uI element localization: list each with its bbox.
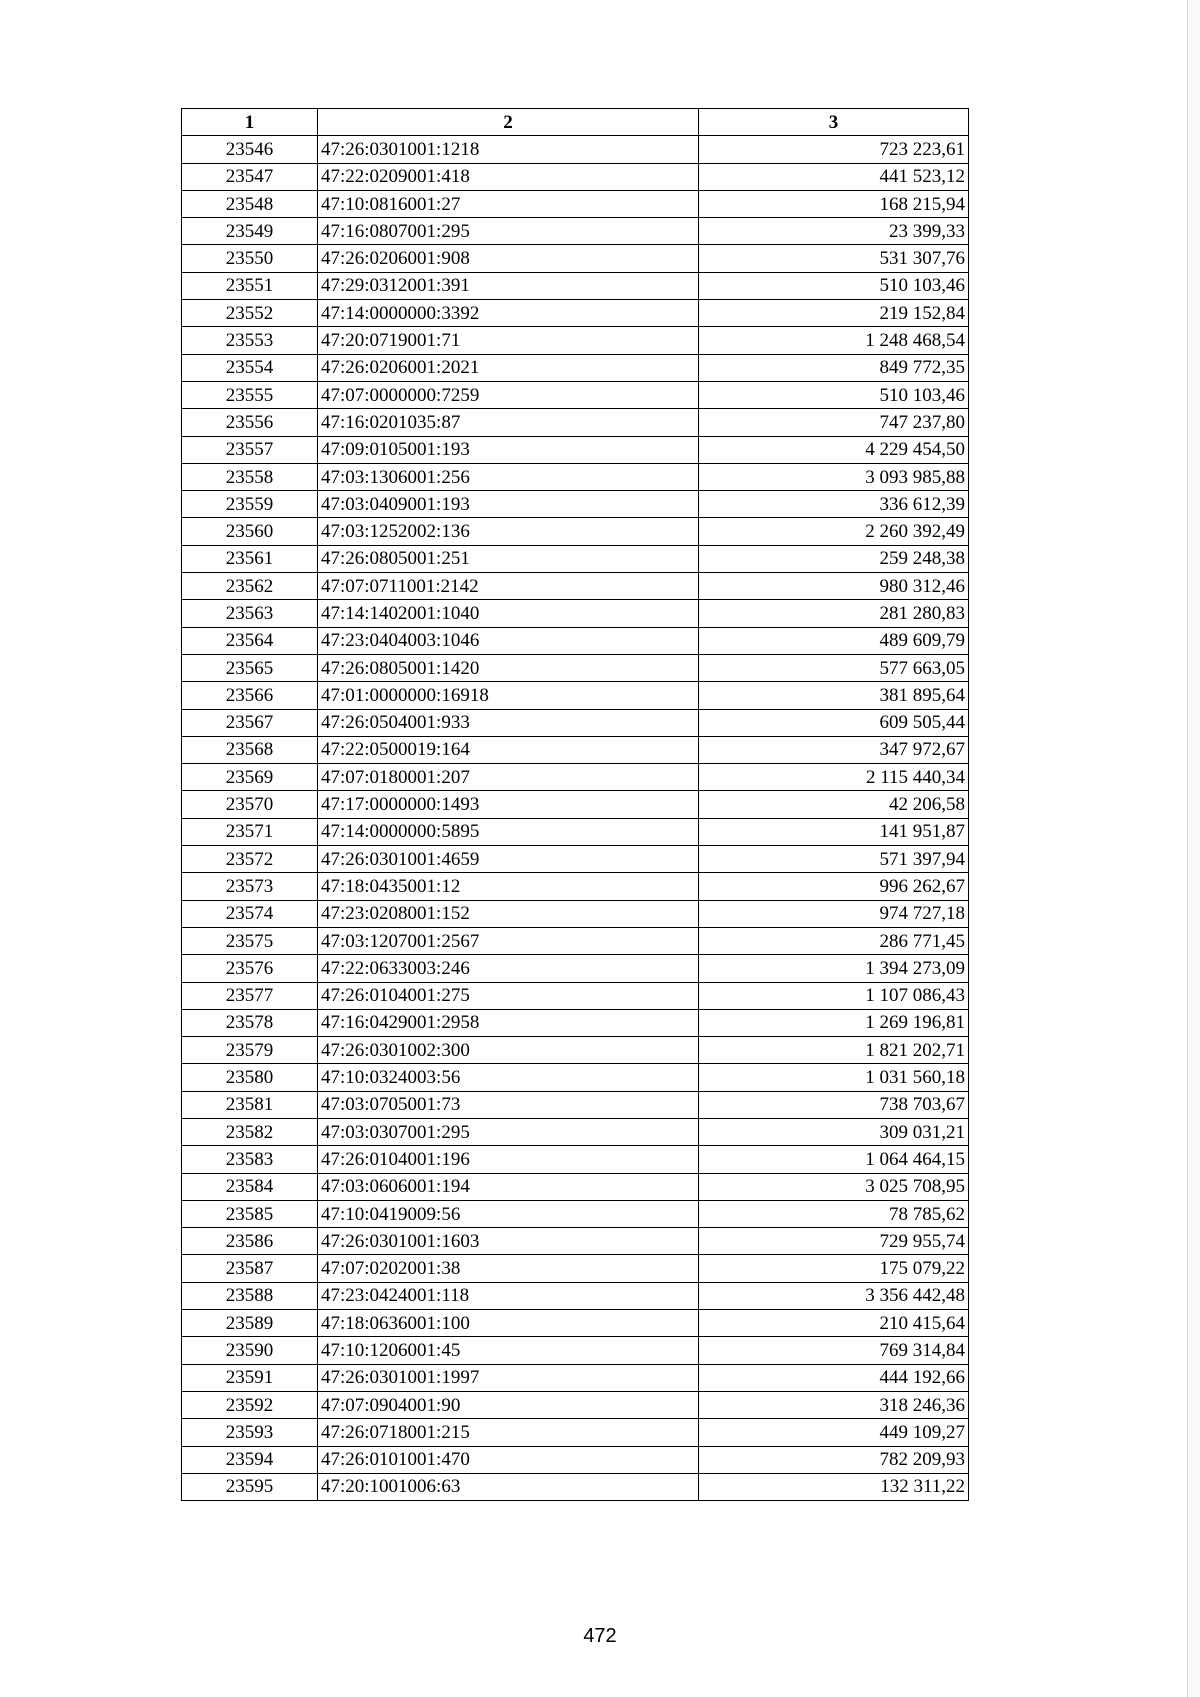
value-amount-cell: 769 314,84 — [699, 1337, 969, 1364]
table-row — [182, 1091, 969, 1118]
row-number-cell: 23555 — [182, 381, 318, 408]
row-number-cell: 23557 — [182, 436, 318, 463]
value-amount-cell: 132 311,22 — [699, 1473, 969, 1500]
value-amount-cell: 168 215,94 — [699, 190, 969, 217]
row-number-cell: 23566 — [182, 682, 318, 709]
value-amount-cell: 281 280,83 — [699, 600, 969, 627]
table-row — [182, 600, 969, 627]
cadastral-number-cell: 47:03:0705001:73 — [318, 1091, 699, 1118]
table-row — [182, 163, 969, 190]
cadastral-number-cell: 47:09:0105001:193 — [318, 436, 699, 463]
row-number-cell: 23547 — [182, 163, 318, 190]
value-amount-cell: 510 103,46 — [699, 381, 969, 408]
page-number: 472 — [583, 1625, 617, 1647]
row-number-cell: 23583 — [182, 1146, 318, 1173]
cadastral-number-cell: 47:18:0636001:100 — [318, 1310, 699, 1337]
column-header-2: 2 — [318, 109, 699, 136]
row-number-cell: 23578 — [182, 1009, 318, 1036]
cadastral-number-cell: 47:20:0719001:71 — [318, 327, 699, 354]
value-amount-cell: 141 951,87 — [699, 818, 969, 845]
cadastral-number-cell: 47:03:1306001:256 — [318, 463, 699, 490]
value-amount-cell: 974 727,18 — [699, 900, 969, 927]
cadastral-number-cell: 47:26:0301001:1218 — [318, 136, 699, 163]
value-amount-cell: 1 821 202,71 — [699, 1037, 969, 1064]
table-row — [182, 627, 969, 654]
table-row — [182, 463, 969, 490]
value-amount-cell: 441 523,12 — [699, 163, 969, 190]
value-amount-cell: 3 093 985,88 — [699, 463, 969, 490]
cadastral-number-cell: 47:26:0301002:300 — [318, 1037, 699, 1064]
page-right-edge — [1187, 0, 1200, 1697]
value-amount-cell: 2 115 440,34 — [699, 764, 969, 791]
value-amount-cell: 286 771,45 — [699, 927, 969, 954]
row-number-cell: 23587 — [182, 1255, 318, 1282]
cadastral-number-cell: 47:14:1402001:1040 — [318, 600, 699, 627]
table-row — [182, 518, 969, 545]
value-amount-cell: 219 152,84 — [699, 300, 969, 327]
row-number-cell: 23568 — [182, 736, 318, 763]
row-number-cell: 23570 — [182, 791, 318, 818]
value-amount-cell: 175 079,22 — [699, 1255, 969, 1282]
value-amount-cell: 849 772,35 — [699, 354, 969, 381]
value-amount-cell: 259 248,38 — [699, 545, 969, 572]
cadastral-number-cell: 47:07:0904001:90 — [318, 1391, 699, 1418]
table-row — [182, 1446, 969, 1473]
value-amount-cell: 2 260 392,49 — [699, 518, 969, 545]
table-row — [182, 245, 969, 272]
table-row — [182, 1146, 969, 1173]
value-amount-cell: 318 246,36 — [699, 1391, 969, 1418]
cadastral-number-cell: 47:07:0202001:38 — [318, 1255, 699, 1282]
row-number-cell: 23575 — [182, 927, 318, 954]
row-number-cell: 23563 — [182, 600, 318, 627]
row-number-cell: 23548 — [182, 190, 318, 217]
value-amount-cell: 42 206,58 — [699, 791, 969, 818]
cadastral-number-cell: 47:03:0409001:193 — [318, 491, 699, 518]
row-number-cell: 23553 — [182, 327, 318, 354]
cadastral-number-cell: 47:10:1206001:45 — [318, 1337, 699, 1364]
value-amount-cell: 381 895,64 — [699, 682, 969, 709]
cadastral-number-cell: 47:22:0500019:164 — [318, 736, 699, 763]
table-row — [182, 136, 969, 163]
value-amount-cell: 782 209,93 — [699, 1446, 969, 1473]
table-row — [182, 190, 969, 217]
table-row — [182, 709, 969, 736]
cadastral-number-cell: 47:26:0301001:1997 — [318, 1364, 699, 1391]
table-row — [182, 1118, 969, 1145]
value-amount-cell: 3 356 442,48 — [699, 1282, 969, 1309]
cadastral-number-cell: 47:26:0101001:470 — [318, 1446, 699, 1473]
table-row — [182, 1310, 969, 1337]
cadastral-number-cell: 47:17:0000000:1493 — [318, 791, 699, 818]
cadastral-number-cell: 47:26:0206001:908 — [318, 245, 699, 272]
row-number-cell: 23549 — [182, 218, 318, 245]
value-amount-cell: 336 612,39 — [699, 491, 969, 518]
cadastral-number-cell: 47:07:0711001:2142 — [318, 573, 699, 600]
table-row — [182, 654, 969, 681]
cadastral-number-cell: 47:18:0435001:12 — [318, 873, 699, 900]
value-amount-cell: 444 192,66 — [699, 1364, 969, 1391]
cadastral-number-cell: 47:23:0208001:152 — [318, 900, 699, 927]
table-row — [182, 436, 969, 463]
table-row — [182, 545, 969, 572]
table-row — [182, 1064, 969, 1091]
table-row — [182, 982, 969, 1009]
value-amount-cell: 747 237,80 — [699, 409, 969, 436]
cadastral-number-cell: 47:01:0000000:16918 — [318, 682, 699, 709]
value-amount-cell: 449 109,27 — [699, 1419, 969, 1446]
cadastral-number-cell: 47:29:0312001:391 — [318, 272, 699, 299]
cadastral-number-cell: 47:16:0429001:2958 — [318, 1009, 699, 1036]
cadastral-number-cell: 47:26:0104001:196 — [318, 1146, 699, 1173]
table-row — [182, 736, 969, 763]
row-number-cell: 23574 — [182, 900, 318, 927]
table-row — [182, 272, 969, 299]
cadastral-number-cell: 47:22:0209001:418 — [318, 163, 699, 190]
row-number-cell: 23556 — [182, 409, 318, 436]
table-row — [182, 818, 969, 845]
value-amount-cell: 609 505,44 — [699, 709, 969, 736]
row-number-cell: 23561 — [182, 545, 318, 572]
table-row — [182, 791, 969, 818]
row-number-cell: 23592 — [182, 1391, 318, 1418]
cadastral-number-cell: 47:23:0424001:118 — [318, 1282, 699, 1309]
cadastral-number-cell: 47:23:0404003:1046 — [318, 627, 699, 654]
value-amount-cell: 3 025 708,95 — [699, 1173, 969, 1200]
row-number-cell: 23550 — [182, 245, 318, 272]
value-amount-cell: 1 248 468,54 — [699, 327, 969, 354]
value-amount-cell: 1 107 086,43 — [699, 982, 969, 1009]
row-number-cell: 23576 — [182, 955, 318, 982]
row-number-cell: 23572 — [182, 846, 318, 873]
table-row — [182, 218, 969, 245]
row-number-cell: 23595 — [182, 1473, 318, 1500]
column-header-3: 3 — [699, 109, 969, 136]
table-row — [182, 491, 969, 518]
value-amount-cell: 1 031 560,18 — [699, 1064, 969, 1091]
value-amount-cell: 210 415,64 — [699, 1310, 969, 1337]
row-number-cell: 23546 — [182, 136, 318, 163]
value-amount-cell: 1 064 464,15 — [699, 1146, 969, 1173]
value-amount-cell: 577 663,05 — [699, 654, 969, 681]
table-row — [182, 1364, 969, 1391]
cadastral-number-cell: 47:10:0419009:56 — [318, 1200, 699, 1227]
row-number-cell: 23565 — [182, 654, 318, 681]
row-number-cell: 23559 — [182, 491, 318, 518]
row-number-cell: 23573 — [182, 873, 318, 900]
table-row — [182, 900, 969, 927]
table-header — [182, 109, 969, 136]
cadastral-number-cell: 47:16:0201035:87 — [318, 409, 699, 436]
cadastral-number-cell: 47:14:0000000:5895 — [318, 818, 699, 845]
row-number-cell: 23577 — [182, 982, 318, 1009]
table-row — [182, 409, 969, 436]
value-amount-cell: 78 785,62 — [699, 1200, 969, 1227]
table-row — [182, 1419, 969, 1446]
cadastral-number-cell: 47:07:0000000:7259 — [318, 381, 699, 408]
value-amount-cell: 531 307,76 — [699, 245, 969, 272]
row-number-cell: 23552 — [182, 300, 318, 327]
cadastral-number-cell: 47:03:1252002:136 — [318, 518, 699, 545]
value-amount-cell: 510 103,46 — [699, 272, 969, 299]
table-row — [182, 1228, 969, 1255]
value-amount-cell: 347 972,67 — [699, 736, 969, 763]
cadastral-number-cell: 47:26:0805001:251 — [318, 545, 699, 572]
table-row — [182, 1037, 969, 1064]
row-number-cell: 23554 — [182, 354, 318, 381]
value-amount-cell: 23 399,33 — [699, 218, 969, 245]
row-number-cell: 23581 — [182, 1091, 318, 1118]
cadastral-number-cell: 47:26:0805001:1420 — [318, 654, 699, 681]
column-header-1: 1 — [182, 109, 318, 136]
cadastral-number-cell: 47:26:0104001:275 — [318, 982, 699, 1009]
row-number-cell: 23584 — [182, 1173, 318, 1200]
value-amount-cell: 729 955,74 — [699, 1228, 969, 1255]
cadastral-number-cell: 47:26:0718001:215 — [318, 1419, 699, 1446]
row-number-cell: 23571 — [182, 818, 318, 845]
cadastral-number-cell: 47:20:1001006:63 — [318, 1473, 699, 1500]
table-row — [182, 573, 969, 600]
cadastral-number-cell: 47:14:0000000:3392 — [318, 300, 699, 327]
table-row — [182, 381, 969, 408]
value-amount-cell: 980 312,46 — [699, 573, 969, 600]
table-row — [182, 955, 969, 982]
table-row — [182, 1282, 969, 1309]
row-number-cell: 23558 — [182, 463, 318, 490]
cadastral-number-cell: 47:03:1207001:2567 — [318, 927, 699, 954]
row-number-cell: 23560 — [182, 518, 318, 545]
table-row — [182, 764, 969, 791]
table-row — [182, 1391, 969, 1418]
value-amount-cell: 996 262,67 — [699, 873, 969, 900]
row-number-cell: 23586 — [182, 1228, 318, 1255]
row-number-cell: 23579 — [182, 1037, 318, 1064]
row-number-cell: 23580 — [182, 1064, 318, 1091]
table-row — [182, 1173, 969, 1200]
cadastral-number-cell: 47:26:0301001:1603 — [318, 1228, 699, 1255]
table-row — [182, 1200, 969, 1227]
row-number-cell: 23562 — [182, 573, 318, 600]
value-amount-cell: 738 703,67 — [699, 1091, 969, 1118]
table-row — [182, 927, 969, 954]
cadastral-number-cell: 47:07:0180001:207 — [318, 764, 699, 791]
table-row — [182, 1255, 969, 1282]
table-row — [182, 846, 969, 873]
cadastral-number-cell: 47:16:0807001:295 — [318, 218, 699, 245]
row-number-cell: 23585 — [182, 1200, 318, 1227]
table-row — [182, 873, 969, 900]
value-amount-cell: 723 223,61 — [699, 136, 969, 163]
cadastral-number-cell: 47:03:0606001:194 — [318, 1173, 699, 1200]
table-row — [182, 1337, 969, 1364]
table-row — [182, 327, 969, 354]
cadastral-number-cell: 47:26:0301001:4659 — [318, 846, 699, 873]
cadastral-number-cell: 47:10:0324003:56 — [318, 1064, 699, 1091]
table-row — [182, 354, 969, 381]
row-number-cell: 23590 — [182, 1337, 318, 1364]
row-number-cell: 23551 — [182, 272, 318, 299]
row-number-cell: 23591 — [182, 1364, 318, 1391]
row-number-cell: 23589 — [182, 1310, 318, 1337]
row-number-cell: 23564 — [182, 627, 318, 654]
data-table — [181, 108, 969, 1501]
row-number-cell: 23582 — [182, 1118, 318, 1145]
value-amount-cell: 1 269 196,81 — [699, 1009, 969, 1036]
header-row — [182, 109, 969, 136]
row-number-cell: 23588 — [182, 1282, 318, 1309]
row-number-cell: 23567 — [182, 709, 318, 736]
table-row — [182, 1009, 969, 1036]
cadastral-number-cell: 47:26:0206001:2021 — [318, 354, 699, 381]
table-row — [182, 1473, 969, 1500]
value-amount-cell: 1 394 273,09 — [699, 955, 969, 982]
row-number-cell: 23594 — [182, 1446, 318, 1473]
value-amount-cell: 571 397,94 — [699, 846, 969, 873]
cadastral-number-cell: 47:10:0816001:27 — [318, 190, 699, 217]
value-amount-cell: 489 609,79 — [699, 627, 969, 654]
table-row — [182, 682, 969, 709]
value-amount-cell: 309 031,21 — [699, 1118, 969, 1145]
cadastral-number-cell: 47:22:0633003:246 — [318, 955, 699, 982]
table-row — [182, 300, 969, 327]
cadastral-number-cell: 47:26:0504001:933 — [318, 709, 699, 736]
value-amount-cell: 4 229 454,50 — [699, 436, 969, 463]
row-number-cell: 23569 — [182, 764, 318, 791]
row-number-cell: 23593 — [182, 1419, 318, 1446]
table-body — [182, 136, 969, 1501]
cadastral-number-cell: 47:03:0307001:295 — [318, 1118, 699, 1145]
